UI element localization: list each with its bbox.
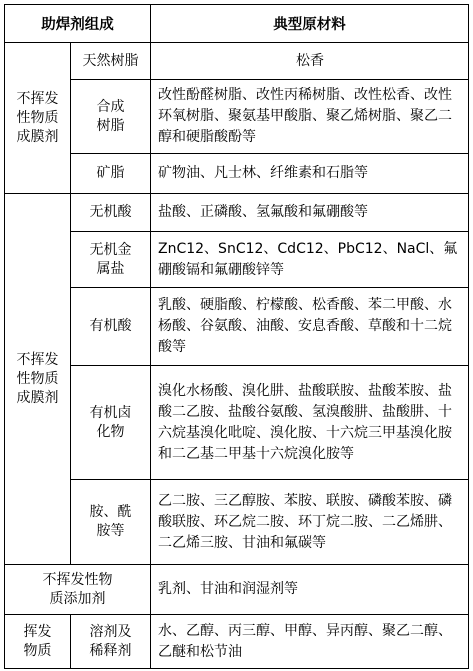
flux-composition-table bbox=[4, 4, 469, 669]
table-row bbox=[5, 480, 469, 565]
subcategory-cell: 溶剂及 稀释剂 bbox=[71, 615, 151, 669]
table-row bbox=[5, 154, 469, 194]
subcategory-cell: 无机金 属盐 bbox=[71, 232, 151, 288]
category-cell: 不挥发 性物质 成膜剂 bbox=[5, 43, 71, 194]
subcategory-cell: 合成 树脂 bbox=[71, 80, 151, 154]
table-row bbox=[5, 615, 469, 669]
table-row bbox=[5, 232, 469, 288]
materials-cell: 水、乙醇、丙三醇、甲醇、异丙醇、聚乙二醇、乙醚和松节油 bbox=[151, 615, 469, 669]
subcategory-cell: 有机酸 bbox=[71, 288, 151, 366]
table-row bbox=[5, 288, 469, 366]
subcategory-cell: 天然树脂 bbox=[71, 43, 151, 80]
header-composition: 助焊剂组成 bbox=[5, 5, 151, 43]
materials-cell: 矿物油、凡士林、纤维素和石脂等 bbox=[151, 154, 469, 194]
materials-cell: ZnC12、SnC12、CdC12、PbC12、NaCl、氟硼酸镉和氟硼酸锌等 bbox=[151, 232, 469, 288]
materials-cell: 溴化水杨酸、溴化肼、盐酸联胺、盐酸苯胺、盐酸二乙胺、盐酸谷氨酸、氢溴酸肼、盐酸肼、十六烷基溴化吡啶、溴化胺、十六烷三甲基溴化胺和二乙基二甲基十六烷溴化胺等 bbox=[151, 366, 469, 480]
subcategory-cell: 无机酸 bbox=[71, 194, 151, 232]
materials-cell: 乳剂、甘油和润湿剂等 bbox=[151, 565, 469, 615]
table-row bbox=[5, 565, 469, 615]
table-row bbox=[5, 366, 469, 480]
subcategory-cell: 胺、酰 胺等 bbox=[71, 480, 151, 565]
category-cell: 不挥发性物 质添加剂 bbox=[5, 565, 151, 615]
table-row bbox=[5, 43, 469, 80]
category-cell: 挥发 物质 bbox=[5, 615, 71, 669]
subcategory-cell: 有机卤 化物 bbox=[71, 366, 151, 480]
materials-cell: 盐酸、正磷酸、氢氟酸和氟硼酸等 bbox=[151, 194, 469, 232]
category-cell: 不挥发 性物质 成膜剂 bbox=[5, 194, 71, 565]
header-row bbox=[5, 5, 469, 43]
table-row bbox=[5, 194, 469, 232]
table-row bbox=[5, 80, 469, 154]
materials-cell: 松香 bbox=[151, 43, 469, 80]
subcategory-cell: 矿脂 bbox=[71, 154, 151, 194]
materials-cell: 乙二胺、三乙醇胺、苯胺、联胺、磷酸苯胺、磷酸联胺、环乙烷二胺、环丁烷二胺、二乙烯肼、二乙烯三胺、甘油和氟碳等 bbox=[151, 480, 469, 565]
materials-cell: 乳酸、硬脂酸、柠檬酸、松香酸、苯二甲酸、水杨酸、谷氨酸、油酸、安息香酸、草酸和十二烷酸等 bbox=[151, 288, 469, 366]
materials-cell: 改性酚醛树脂、改性丙稀树脂、改性松香、改性环氧树脂、聚氨基甲酸脂、聚乙烯树脂、聚乙二醇和硬脂酸酚等 bbox=[151, 80, 469, 154]
header-materials: 典型原材料 bbox=[151, 5, 469, 43]
